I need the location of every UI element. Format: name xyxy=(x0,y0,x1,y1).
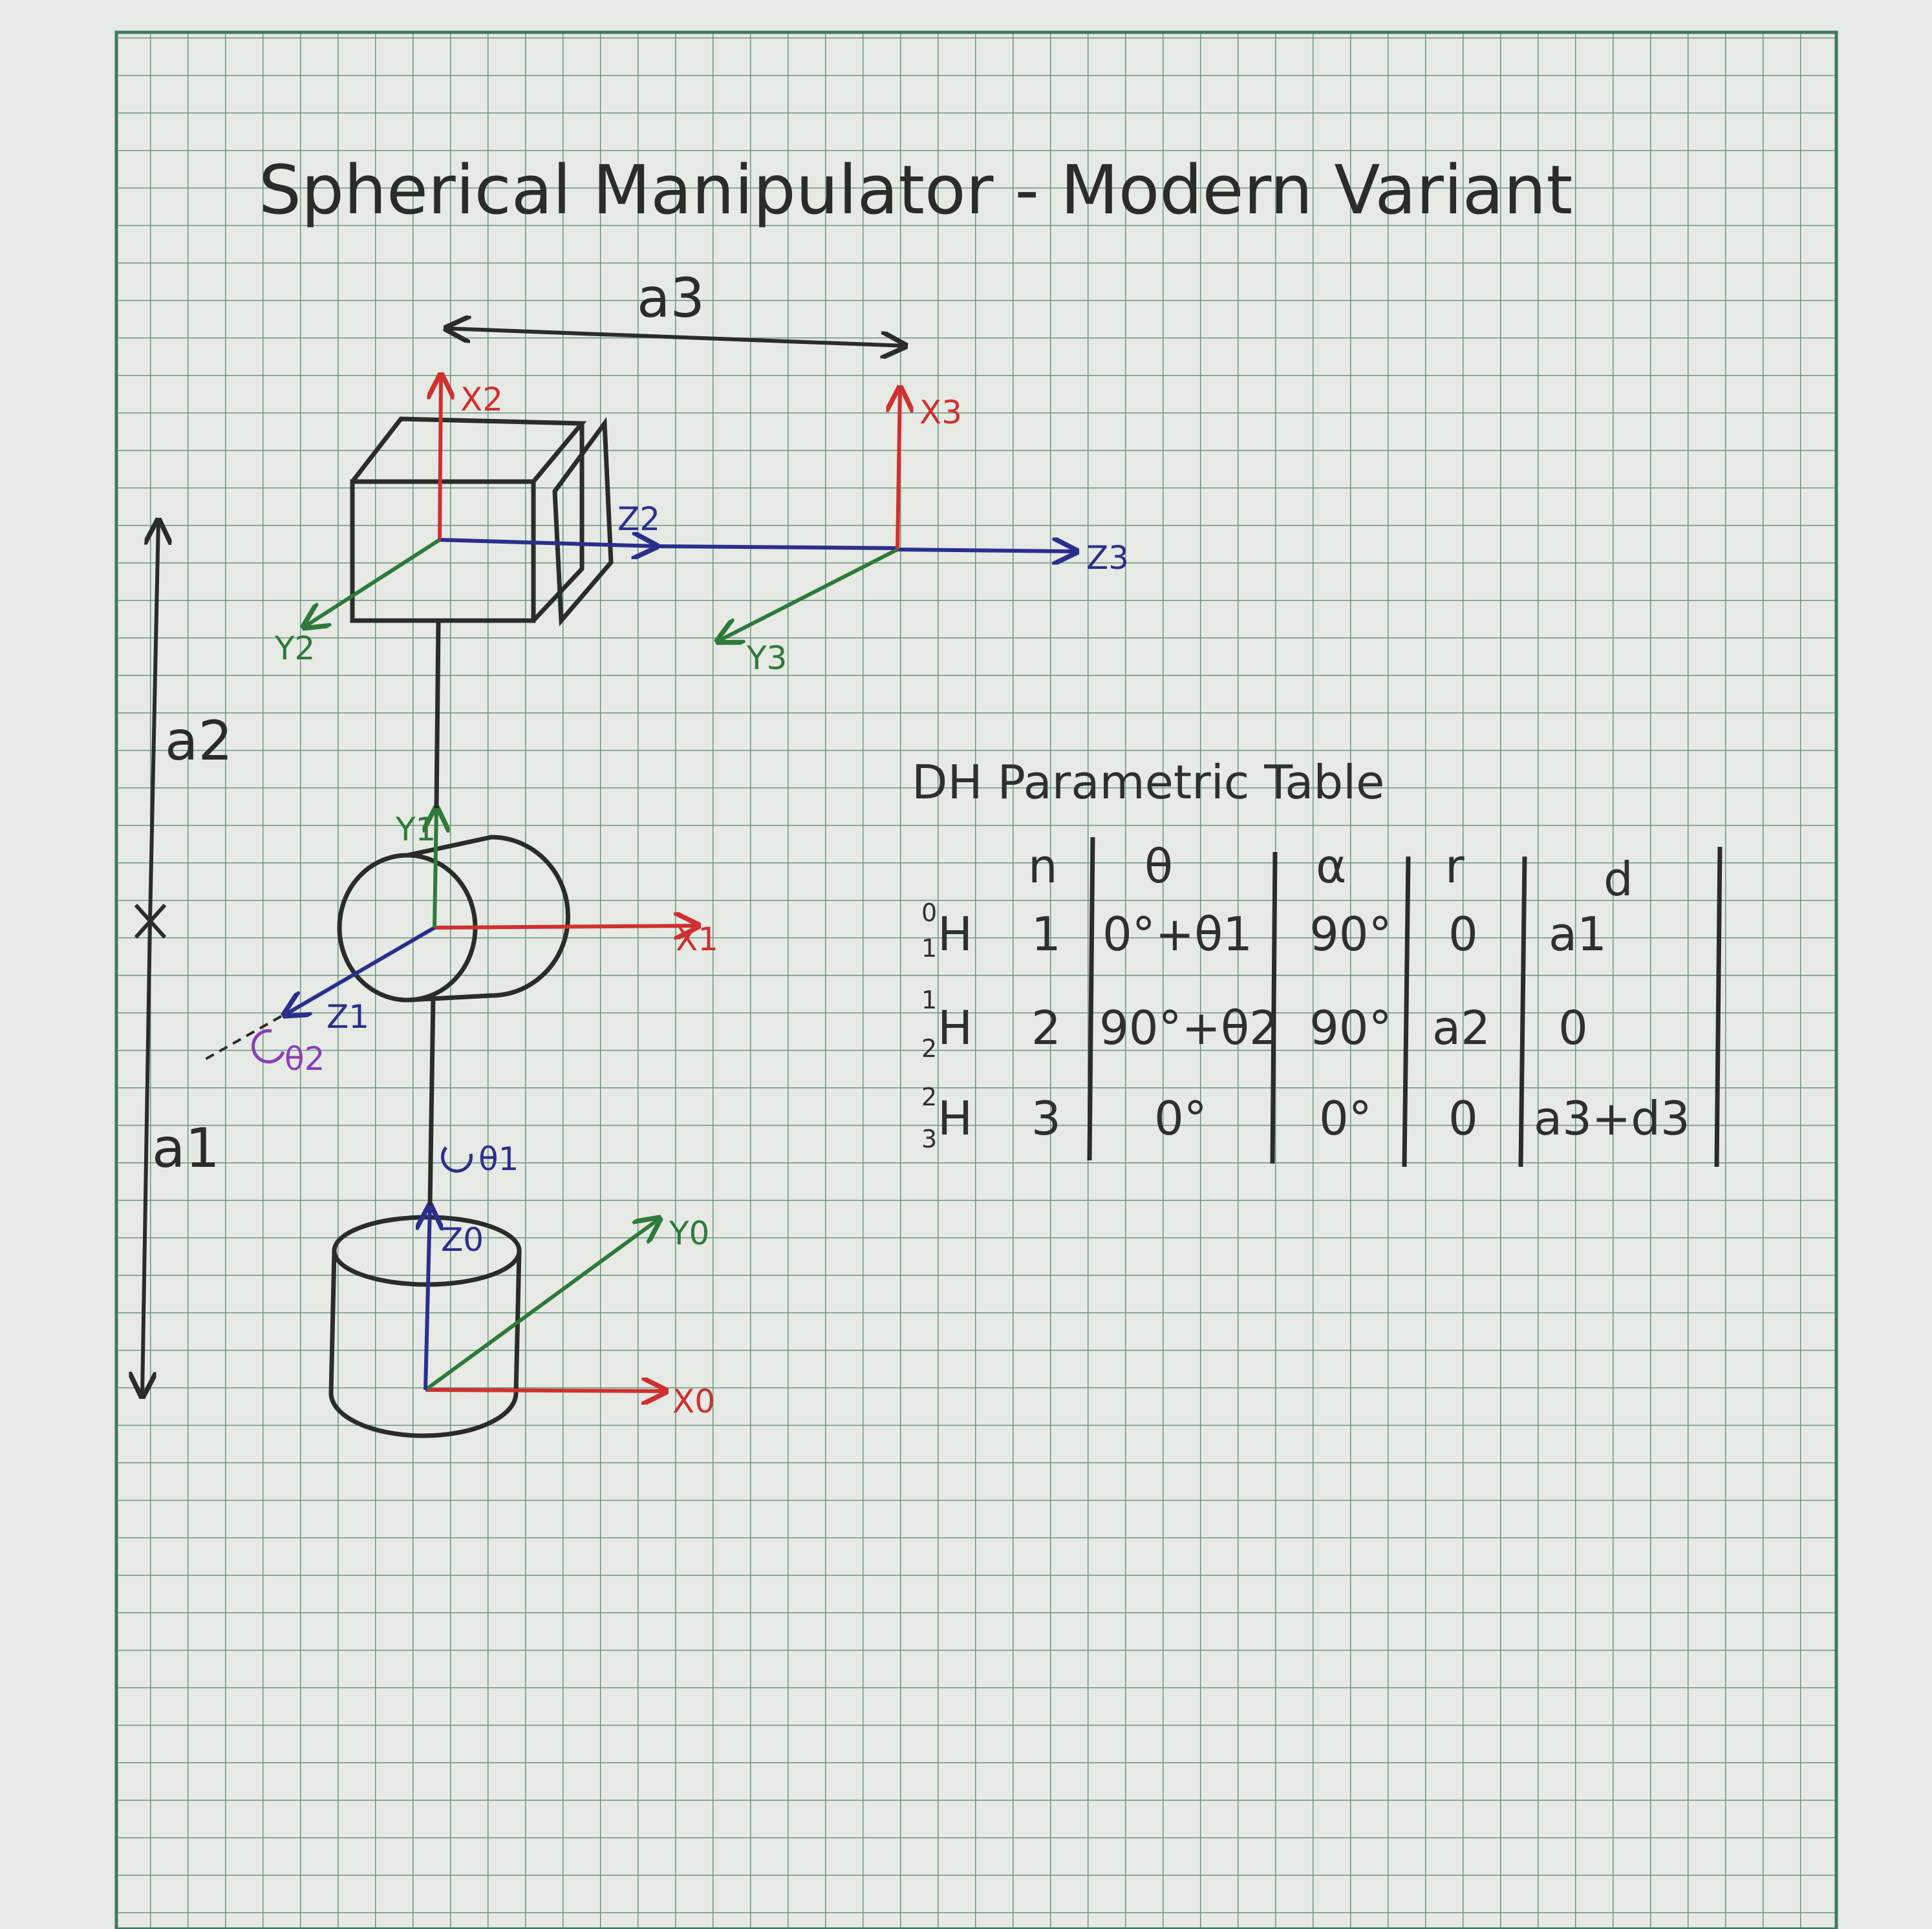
link-2 xyxy=(436,621,438,808)
x2-axis-arrow xyxy=(440,375,441,540)
row2-r: a2 xyxy=(1432,1001,1490,1055)
x1-axis-arrow xyxy=(435,926,698,928)
x1-label: X1 xyxy=(676,921,719,958)
x0-label: X0 xyxy=(672,1383,716,1420)
table-divider-1 xyxy=(1089,837,1093,1160)
header-theta: θ xyxy=(1144,839,1174,893)
row1-h: H xyxy=(938,907,973,961)
row2-theta: 90°+θ2 xyxy=(1099,1001,1279,1055)
x3-axis-arrow xyxy=(897,388,900,549)
a1-label: a1 xyxy=(152,1116,220,1180)
row2-alpha: 90° xyxy=(1309,1001,1392,1055)
row3-d: a3+d3 xyxy=(1534,1091,1690,1146)
x2-label: X2 xyxy=(460,381,504,418)
row1-r: 0 xyxy=(1448,907,1478,961)
a2-label: a2 xyxy=(165,709,233,773)
table-divider-5 xyxy=(1717,847,1720,1167)
z3-axis-arrow xyxy=(897,549,1077,551)
page-title: Spherical Manipulator - Modern Variant xyxy=(259,151,1573,229)
header-d: d xyxy=(1604,852,1633,906)
row1-theta: 0°+θ1 xyxy=(1102,907,1252,961)
theta1-label: θ1 xyxy=(478,1140,519,1178)
row1-subscript: 1 xyxy=(921,934,938,963)
row3-alpha: 0° xyxy=(1319,1091,1372,1146)
y1-label: Y1 xyxy=(396,811,436,848)
row3-h: H xyxy=(938,1091,973,1146)
y3-label: Y3 xyxy=(747,639,788,677)
x0-axis-arrow xyxy=(425,1390,666,1391)
row2-n: 2 xyxy=(1031,1001,1061,1055)
row3-r: 0 xyxy=(1448,1091,1478,1146)
z3-label: Z3 xyxy=(1086,539,1130,577)
row3-subscript: 3 xyxy=(921,1125,938,1153)
link-3-prismatic xyxy=(656,546,897,548)
header-n: n xyxy=(1028,839,1058,893)
link-1 xyxy=(430,996,433,1206)
theta2-label: θ2 xyxy=(284,1040,325,1078)
row2-d: 0 xyxy=(1558,1001,1588,1055)
a3-label: a3 xyxy=(637,266,705,330)
row1-n: 1 xyxy=(1031,907,1061,961)
row1-alpha: 90° xyxy=(1309,907,1392,961)
y0-label: Y0 xyxy=(669,1215,710,1252)
dh-table-title: DH Parametric Table xyxy=(912,755,1385,809)
x3-label: X3 xyxy=(919,394,963,431)
row3-theta: 0° xyxy=(1154,1091,1207,1146)
row1-superscript: 0 xyxy=(921,899,938,927)
row3-superscript: 2 xyxy=(921,1083,938,1111)
row2-h: H xyxy=(938,1001,973,1055)
z0-label: Z0 xyxy=(441,1221,484,1259)
header-r: r xyxy=(1445,839,1465,893)
grid xyxy=(116,32,1836,1929)
row2-superscript: 1 xyxy=(921,986,938,1014)
row2-subscript: 2 xyxy=(921,1034,938,1063)
row1-d: a1 xyxy=(1549,907,1607,961)
y2-label: Y2 xyxy=(275,630,316,667)
header-alpha: α xyxy=(1316,839,1347,893)
z1-label: Z1 xyxy=(327,998,370,1036)
row3-n: 3 xyxy=(1031,1091,1061,1146)
z2-label: Z2 xyxy=(617,500,661,538)
